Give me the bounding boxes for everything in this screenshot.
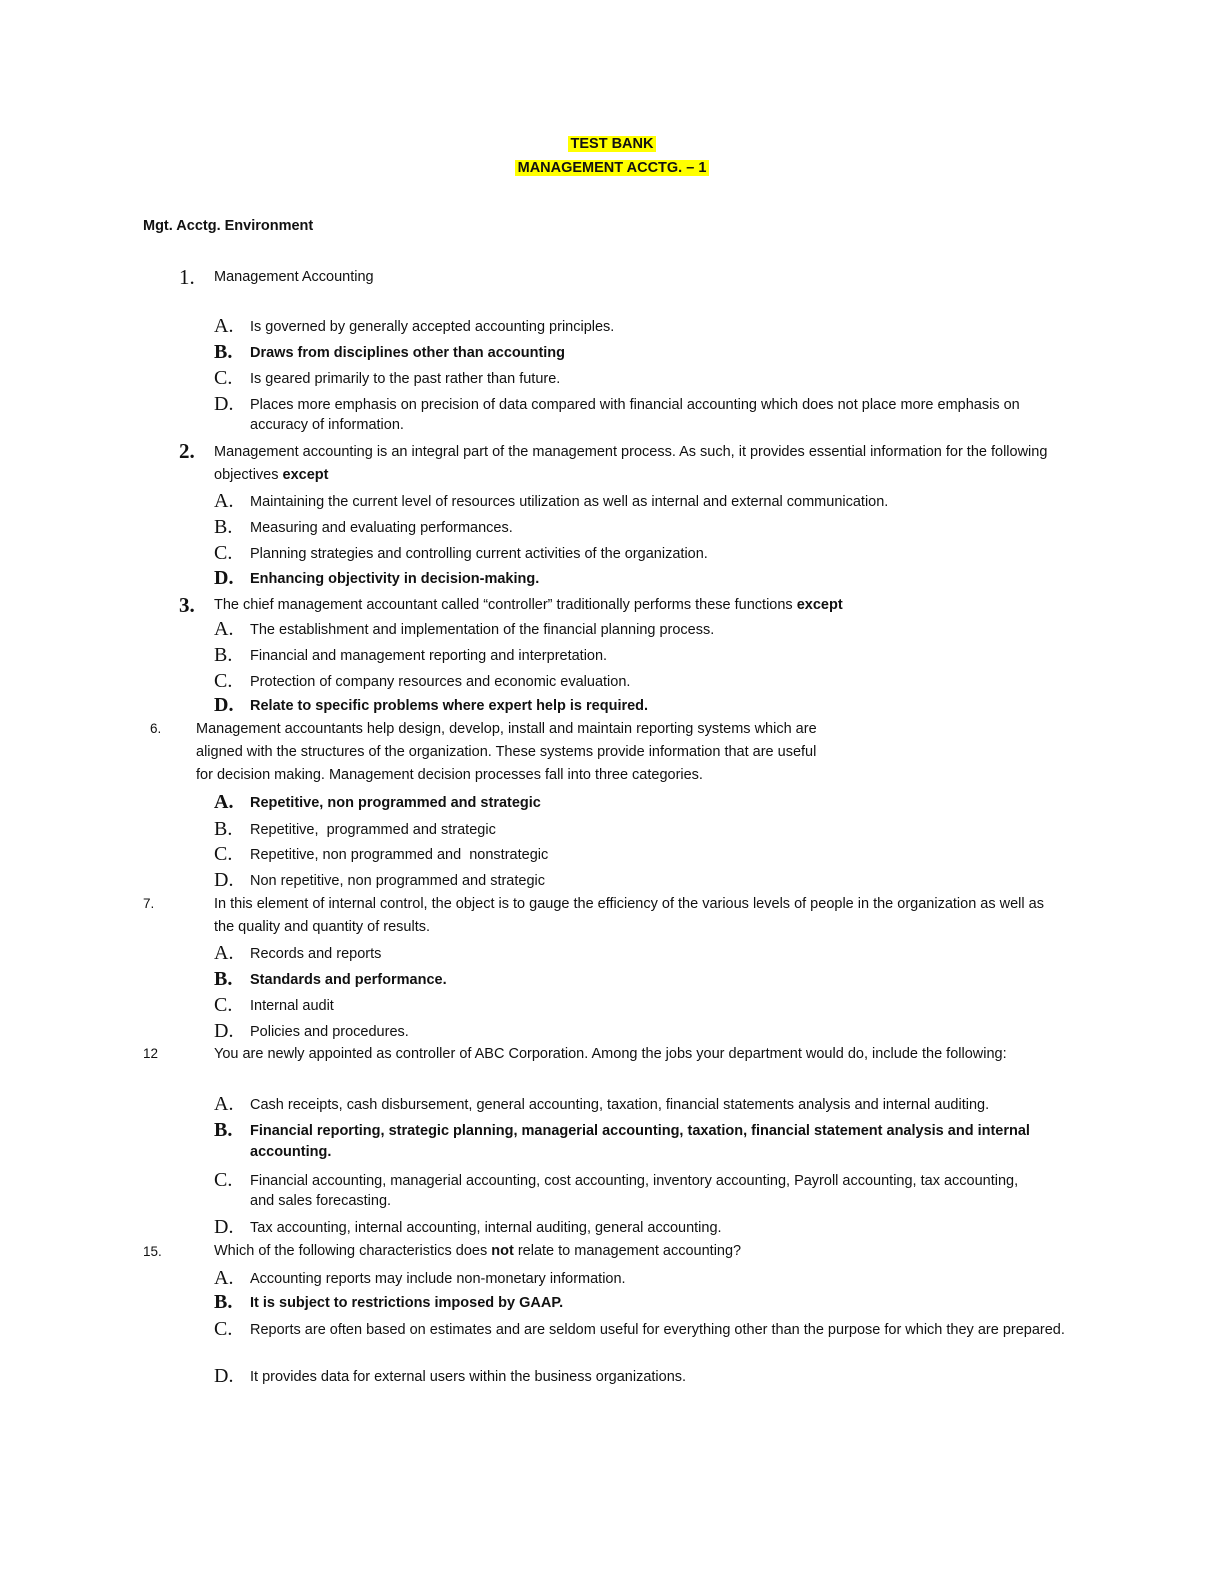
question-number: 2. [179,439,195,463]
option-letter: C. [214,670,233,692]
option-letter: D. [214,1216,234,1238]
option-letter: B. [214,818,233,840]
option-letter: A. [214,315,234,337]
option-letter-answer: B. [214,341,233,363]
option-text: Tax accounting, internal accounting, internal auditing, general accounting. [250,1220,722,1236]
option-text-answer: Enhancing objectivity in decision-making. [250,571,540,587]
option-text: Measuring and evaluating performances. [250,520,513,536]
option-text: The establishment and implementation of the financial planning process. [250,622,715,638]
option-text: Is geared primarily to the past rather than future. [250,371,561,387]
option-letter: B. [214,644,233,666]
option-text: Policies and procedures. [250,1024,409,1040]
title-management-acctg: MANAGEMENT ACCTG. – 1 [0,160,1224,176]
question-number: 6. [150,721,162,736]
option-letter: A. [214,618,234,640]
option-letter: D. [214,1365,234,1387]
option-text-answer: It is subject to restrictions imposed by GAAP. [250,1295,564,1311]
question-number: 1. [179,265,195,289]
option-text: Records and reports [250,946,382,962]
question-stem: In this element of internal control, the object is to gauge the efficiency of the various levels of people in the organization as well as the quality and quantity of results. [214,896,1044,935]
option-letter: C. [214,367,233,389]
question-stem: Management Accounting [214,269,374,285]
question-stem: The chief management accountant called “controller” traditionally performs these functions except [214,597,843,613]
option-text: Reports are often based on estimates and are seldom useful for everything other than the purpose for which they are prepared. [250,1322,1065,1338]
option-text: Repetitive, non programmed and nonstrategic [250,847,549,863]
option-text: Repetitive, programmed and strategic [250,822,496,838]
question-number: 12 [143,1046,159,1061]
question-stem-line: aligned with the structures of the organization. These systems provide information that are useful [196,744,817,760]
question-number: 3. [179,593,195,617]
question-stem: Which of the following characteristics does not relate to management accounting? [214,1243,742,1259]
option-text-answer: Relate to specific problems where expert help is required. [250,698,649,714]
question-stem-line: Management accountants help design, develop, install and maintain reporting systems which are [196,721,817,737]
option-text: Cash receipts, cash disbursement, general accounting, taxation, financial statements analysis and internal auditing. [250,1097,990,1113]
title-test-bank: TEST BANK [0,136,1224,152]
option-text: Maintaining the current level of resources utilization as well as internal and external communication. [250,494,889,510]
option-letter: A. [214,1093,234,1115]
option-text: Places more emphasis on precision of data compared with financial accounting which does not place more emphasis on accuracy of information. [250,397,1020,433]
option-text: Internal audit [250,998,334,1014]
option-letter: A. [214,942,234,964]
question-stem-line: for decision making. Management decision processes fall into three categories. [196,767,703,783]
option-text-answer: Financial reporting, strategic planning, managerial accounting, taxation, financial statement analysis and internal accounting. [250,1123,1030,1160]
option-letter: D. [214,1020,234,1042]
option-text-answer: Draws from disciplines other than accounting [250,345,566,361]
question-stem: Management accounting is an integral part of the management process. As such, it provides essential information for the following objectives except [214,444,1048,483]
option-text: Financial accounting, managerial accounting, cost accounting, inventory accounting, Payroll accounting, tax accounting, and sales forecasting. [250,1173,1019,1209]
option-text: Protection of company resources and economic evaluation. [250,674,631,690]
option-letter-answer: B. [214,968,233,990]
option-letter-answer: D. [214,567,234,589]
question-stem: You are newly appointed as controller of ABC Corporation. Among the jobs your department would do, include the following: [214,1046,1007,1062]
option-letter: A. [214,490,234,512]
option-text: Accounting reports may include non-monetary information. [250,1271,626,1287]
section-heading: Mgt. Acctg. Environment [143,218,314,234]
option-letter: C. [214,542,233,564]
question-number: 7. [143,896,155,911]
option-text-answer: Repetitive, non programmed and strategic [250,795,541,811]
option-letter-answer: B. [214,1291,233,1313]
option-letter-answer: B. [214,1119,233,1141]
option-text-answer: Standards and performance. [250,972,447,988]
question-number: 15. [143,1244,162,1259]
option-letter: A. [214,1267,234,1289]
option-letter: C. [214,994,233,1016]
option-letter: C. [214,843,233,865]
option-text: Non repetitive, non programmed and strategic [250,873,545,889]
option-letter: B. [214,516,233,538]
option-letter: D. [214,393,234,415]
option-text: Is governed by generally accepted accounting principles. [250,319,615,335]
option-letter-answer: A. [214,791,234,813]
option-letter: C. [214,1318,233,1340]
option-letter: C. [214,1169,233,1191]
option-text: It provides data for external users within the business organizations. [250,1369,687,1385]
option-letter-answer: D. [214,694,234,716]
option-text: Financial and management reporting and interpretation. [250,648,608,664]
option-text: Planning strategies and controlling current activities of the organization. [250,546,708,562]
option-letter: D. [214,869,234,891]
